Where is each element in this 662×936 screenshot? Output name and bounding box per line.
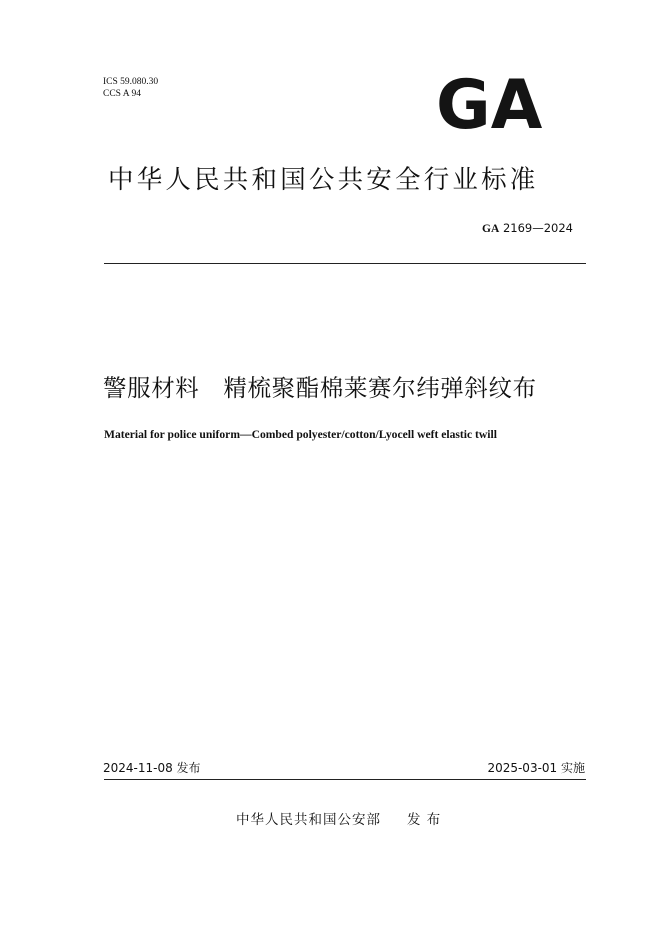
- document-title-cn: [103, 371, 537, 405]
- document-title-cn-part1: 警服材料: [103, 374, 200, 402]
- ga-logo: GA: [436, 66, 543, 145]
- issuer-action: 发 布: [407, 812, 442, 828]
- ics-code: ICS 59.080.30: [103, 77, 159, 87]
- classification-codes: [103, 76, 158, 100]
- standard-number: [482, 221, 573, 235]
- bottom-divider: [104, 779, 586, 780]
- standard-number-value: 2169—2024: [502, 221, 573, 235]
- implementation-date: 2025-03-01 实施: [487, 761, 585, 775]
- document-title-cn-part2: 精梳聚酯棉莱赛尔纬弹斜纹布: [223, 374, 537, 402]
- issuer-name: 中华人民共和国公安部: [236, 812, 381, 828]
- standard-category: 中华人民共和国公共安全行业标准: [108, 165, 539, 195]
- top-divider: [104, 263, 586, 264]
- issue-date: 2024-11-08 发布: [103, 761, 201, 775]
- ccs-code: CCS A 94: [103, 89, 142, 99]
- document-title-en: Material for police uniform—Combed polyester/cotton/Lyocell weft elastic twill: [104, 428, 497, 441]
- standard-number-prefix: GA: [482, 223, 500, 235]
- issuing-authority: [236, 808, 441, 828]
